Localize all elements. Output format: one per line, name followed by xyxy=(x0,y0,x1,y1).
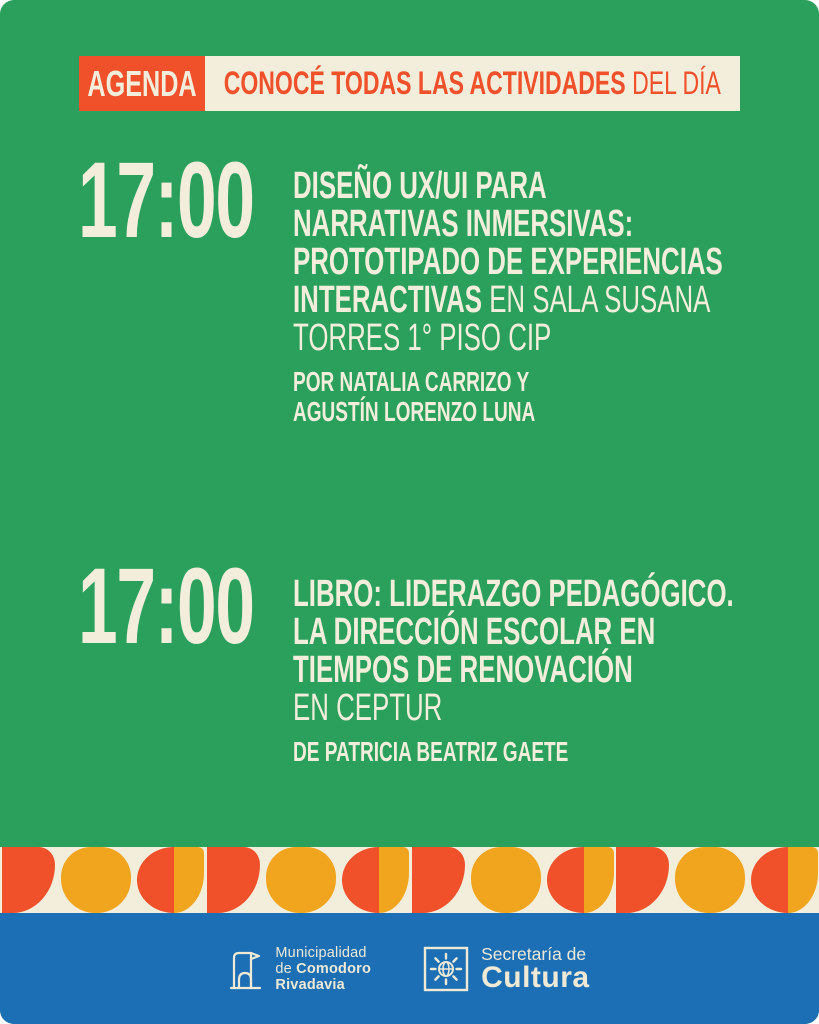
pattern-unit xyxy=(614,847,819,913)
pattern-unit xyxy=(0,847,205,913)
agenda-badge xyxy=(79,56,205,111)
title-segment-bold: PROTOTIPADO DE EXPERIENCIAS xyxy=(293,241,723,283)
red-petal-shape xyxy=(616,847,669,913)
header-title-bold: CONOCÉ TODAS LAS ACTIVIDADES xyxy=(223,65,626,101)
event-speaker-line: POR NATALIA CARRIZO Y xyxy=(293,366,530,397)
municipality-line3: Rivadavia xyxy=(275,976,345,993)
yellow-blob-shape xyxy=(471,847,541,913)
culture-secretary-name xyxy=(481,945,590,992)
culture-line2: Cultura xyxy=(481,961,590,994)
red-half-circle-shape xyxy=(137,847,174,913)
agenda-badge-label: AGENDA xyxy=(87,62,197,104)
sun-globe-icon xyxy=(423,946,469,992)
title-segment-bold: NARRATIVAS INMERSIVAS: xyxy=(293,203,634,245)
event-author-line: DE PATRICIA BEATRIZ GAETE xyxy=(293,736,569,767)
yellow-blob-shape xyxy=(675,847,745,913)
event-title-line xyxy=(293,205,723,243)
header-title-light: DEL DÍA xyxy=(625,65,721,101)
municipality-line2-bold: Comodoro xyxy=(296,960,372,977)
red-petal-shape xyxy=(412,847,465,913)
event-title-line xyxy=(293,575,734,613)
municipality-building-icon xyxy=(229,948,263,990)
pattern-unit xyxy=(410,847,615,913)
red-petal-shape xyxy=(2,847,55,913)
red-petal-shape xyxy=(207,847,260,913)
municipality-line2-prefix: de xyxy=(275,960,297,977)
yellow-quarter-shape xyxy=(584,847,614,913)
municipality-logo xyxy=(229,945,371,993)
event-title-1 xyxy=(293,167,723,427)
event-title-line xyxy=(293,689,734,727)
event-title-line xyxy=(293,281,723,319)
event-title-line xyxy=(293,243,723,281)
yellow-quarter-shape xyxy=(174,847,204,913)
event-speaker-line: AGUSTÍN LORENZO LUNA xyxy=(293,396,536,427)
red-half-circle-shape xyxy=(547,847,584,913)
title-segment-bold: DISEÑO UX/UI PARA xyxy=(293,165,547,207)
title-segment-light: EN SALA SUSANA xyxy=(482,279,711,321)
yellow-quarter-shape xyxy=(379,847,409,913)
municipality-name xyxy=(275,945,371,993)
red-half-circle-shape xyxy=(751,847,788,913)
footer-bar xyxy=(0,913,819,1024)
event-title-line xyxy=(293,651,734,689)
title-segment-light: TORRES 1° PISO CIP xyxy=(293,317,552,359)
header-bar xyxy=(205,56,740,111)
culture-line1: Secretaría de xyxy=(481,944,587,964)
event-title-line xyxy=(293,167,723,205)
yellow-blob-shape xyxy=(61,847,131,913)
red-half-circle-shape xyxy=(342,847,379,913)
event-time-1: 17:00 xyxy=(78,139,254,260)
culture-secretary-logo xyxy=(423,945,590,992)
title-segment-bold: LA DIRECCIÓN ESCOLAR EN xyxy=(293,611,656,653)
event-time-2: 17:00 xyxy=(78,545,254,666)
event-title-2 xyxy=(293,575,734,767)
decorative-pattern-band xyxy=(0,847,819,913)
yellow-blob-shape xyxy=(266,847,336,913)
pattern-unit xyxy=(205,847,410,913)
municipality-line2 xyxy=(275,961,371,977)
event-title-line xyxy=(293,319,723,357)
municipality-line1: Municipalidad xyxy=(275,944,367,961)
title-segment-bold: TIEMPOS DE RENOVACIÓN xyxy=(293,649,633,691)
title-segment-bold: INTERACTIVAS xyxy=(293,279,483,321)
yellow-quarter-shape xyxy=(788,847,818,913)
header-title xyxy=(205,65,721,102)
title-segment-light: EN CEPTUR xyxy=(293,687,443,729)
title-segment-bold: LIBRO: LIDERAZGO PEDAGÓGICO. xyxy=(293,573,734,615)
event-title-line xyxy=(293,613,734,651)
